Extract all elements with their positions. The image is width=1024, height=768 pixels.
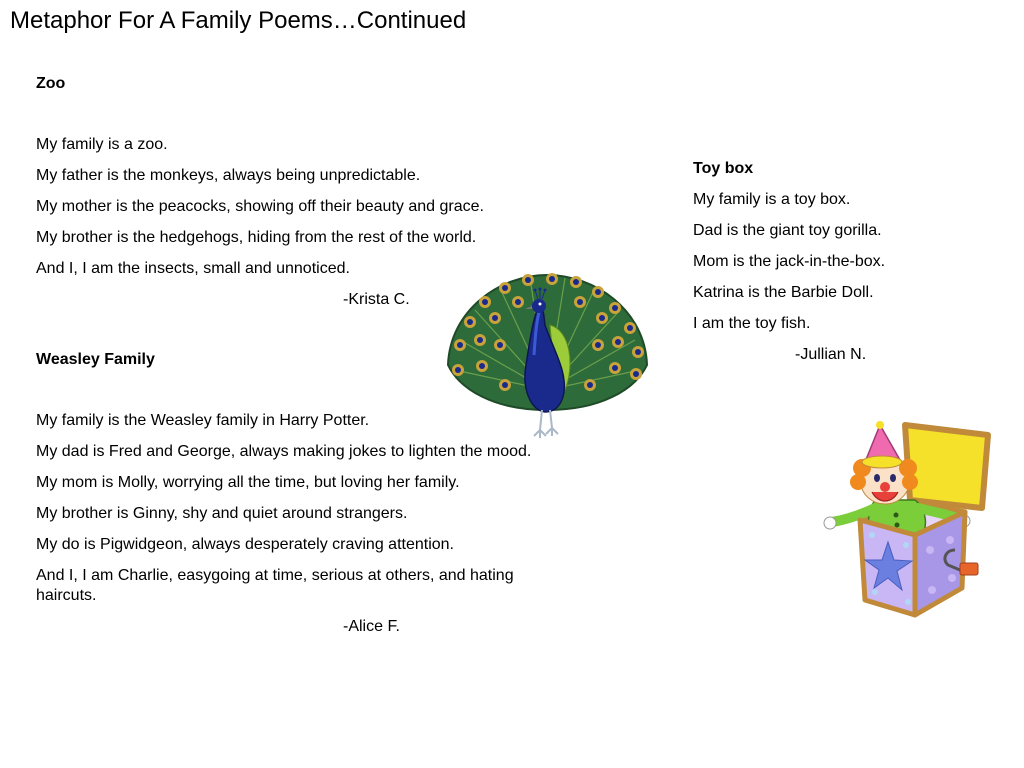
page-title: Metaphor For A Family Poems…Continued — [10, 7, 467, 34]
poem-author: -Krista C. — [343, 291, 410, 308]
poem-heading: Toy box — [693, 160, 754, 177]
poem-line: My dad is Fred and George, always making jokes to lighten the mood. — [36, 443, 532, 460]
poem-line: Mom is the jack-in-the-box. — [693, 253, 886, 270]
poem-line: And I, I am the insects, small and unnoticed. — [36, 260, 350, 277]
poem-author: -Jullian N. — [795, 346, 867, 363]
poem-line: My family is a toy box. — [693, 191, 851, 208]
poem-line: Katrina is the Barbie Doll. — [693, 284, 874, 301]
poem-author: -Alice F. — [343, 618, 400, 635]
poem-line: And I, I am Charlie, easygoing at time, serious at others, and hating haircuts. — [36, 567, 514, 604]
poem-line: My family is the Weasley family in Harry Potter. — [36, 412, 370, 429]
poem-line: My do is Pigwidgeon, always desperately craving attention. — [36, 536, 454, 553]
poem-line: My brother is the hedgehogs, hiding from the rest of the world. — [36, 229, 477, 246]
poem-line: My brother is Ginny, shy and quiet around strangers. — [36, 505, 408, 522]
poem-heading: Weasley Family — [36, 351, 155, 368]
poem-line: My mother is the peacocks, showing off their beauty and grace. — [36, 198, 484, 215]
peacock-icon — [440, 270, 655, 445]
poem-line: My family is a zoo. — [36, 136, 168, 153]
poem-line: My father is the monkeys, always being unpredictable. — [36, 167, 421, 184]
poem-line: I am the toy fish. — [693, 315, 811, 332]
poem-line: My mom is Molly, worrying all the time, but loving her family. — [36, 474, 460, 491]
jack-in-the-box-icon — [820, 420, 995, 630]
poem-toy-box — [693, 159, 993, 365]
poem-line: Dad is the giant toy gorilla. — [693, 222, 882, 239]
poem-heading: Zoo — [36, 75, 66, 92]
